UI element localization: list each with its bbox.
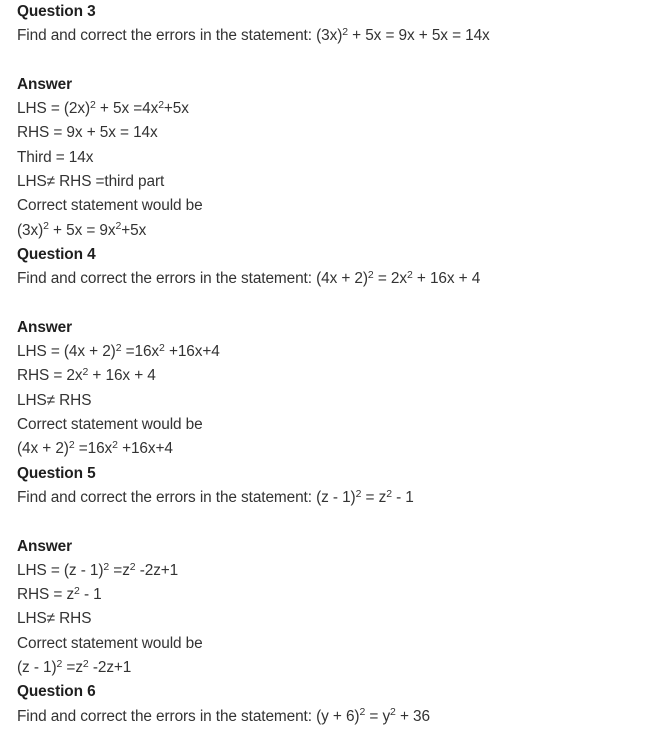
exponent: 2	[342, 27, 348, 39]
text-run: =4x	[129, 100, 159, 118]
exponent: 2	[74, 585, 80, 597]
exponent: 2	[115, 342, 122, 354]
text-run: +5x	[121, 221, 147, 239]
exponent: 2	[43, 221, 49, 233]
text-run: + 5	[82, 124, 109, 142]
text-run: (4	[17, 440, 31, 458]
text-run: + 2)	[84, 343, 116, 361]
text-run: + 5	[414, 27, 441, 45]
exponent: 2	[355, 488, 362, 500]
variable: x	[74, 124, 83, 142]
text-line	[17, 437, 637, 461]
question-heading: Question 3	[17, 3, 96, 20]
variable: x	[74, 367, 83, 385]
answer-heading: Answer	[17, 537, 72, 555]
text-run: LHS≠ RHS	[17, 610, 92, 628]
text-run: - 1)	[76, 561, 104, 579]
variable: x	[30, 440, 39, 458]
exponent: 2	[82, 367, 89, 379]
text-run: -2z+1	[88, 659, 132, 677]
text-run: +16x+4	[117, 440, 173, 458]
text-line	[17, 413, 637, 437]
exponent: 2	[158, 99, 164, 111]
variable: x	[373, 27, 382, 45]
text-run: - 1)	[328, 488, 356, 506]
text-run: )	[337, 27, 343, 45]
text-run: =	[365, 707, 383, 725]
blank-line	[17, 292, 637, 316]
variable: x	[30, 221, 39, 239]
exponent: 2	[56, 658, 63, 670]
variable: y	[321, 707, 329, 725]
text-run: + 2)	[38, 440, 69, 458]
text-line	[17, 340, 637, 364]
exponent: 2	[367, 270, 374, 282]
text-run: + 4	[130, 367, 156, 385]
text-run: -2z+1	[135, 561, 179, 579]
variable: x	[121, 100, 130, 118]
text-run: = 9	[381, 27, 407, 45]
text-run: =16x	[74, 440, 113, 458]
text-run: Find and correct the errors in the statement: (	[17, 707, 322, 725]
text-run: Correct statement would be	[17, 634, 203, 652]
text-line	[17, 607, 637, 631]
text-run: + 16x + 4	[412, 270, 481, 288]
text-run: =	[361, 488, 379, 506]
exponent: 2	[82, 658, 89, 670]
variable: x	[329, 27, 338, 45]
exponent: 2	[68, 440, 75, 452]
exponent: 2	[406, 270, 413, 282]
variable: x	[77, 100, 85, 118]
text-run: + 5	[48, 221, 75, 239]
variable: x	[440, 27, 448, 45]
variable: x	[108, 124, 116, 142]
text-run: RHS =	[17, 586, 67, 604]
text-line	[17, 632, 637, 656]
text-run: = 9x	[82, 221, 116, 239]
text-line	[17, 170, 637, 194]
text-run: =16x	[121, 343, 160, 361]
text-line	[17, 267, 637, 291]
text-run: - 1)	[29, 659, 57, 677]
variable: x	[122, 367, 131, 385]
text-run: LHS = (4	[17, 343, 78, 361]
text-run: - 1	[391, 488, 414, 506]
blank-line	[17, 49, 637, 73]
text-run: Third = 14x	[17, 148, 94, 166]
text-run: Find and correct the errors in the statement: (3	[17, 27, 330, 45]
text-run: LHS = (2	[17, 100, 78, 118]
text-run: LHS = (	[17, 561, 69, 579]
text-run: LHS≠ RHS	[17, 391, 92, 409]
exponent: 2	[359, 707, 366, 719]
text-line	[17, 364, 637, 388]
text-run: )	[38, 221, 44, 239]
text-line	[17, 389, 637, 413]
variable: x	[74, 221, 83, 239]
text-run: - 1	[79, 586, 102, 604]
variable: x	[329, 270, 338, 288]
variable: z	[321, 488, 329, 506]
variable: z	[66, 586, 75, 604]
exponent: 2	[159, 342, 165, 354]
text-line	[17, 219, 637, 243]
text-run: + 36	[395, 707, 430, 725]
blank-line	[17, 510, 637, 534]
exponent: 2	[90, 99, 96, 111]
question-heading: Question 4	[17, 245, 96, 263]
text-run: + 16	[88, 367, 123, 385]
variable: z	[378, 488, 387, 506]
text-run: (	[17, 659, 23, 677]
text-run: (3	[17, 221, 31, 239]
document-body	[17, 0, 637, 729]
text-run: Correct statement would be	[17, 416, 203, 434]
text-run: +16x+4	[164, 343, 220, 361]
text-run: Find and correct the errors in the statement: (4	[17, 270, 330, 288]
variable: y	[382, 707, 391, 725]
variable: x	[77, 343, 85, 361]
text-line	[17, 656, 637, 680]
text-run: =z	[62, 659, 83, 677]
text-line	[17, 97, 637, 121]
exponent: 2	[129, 561, 136, 573]
text-run: = 2	[373, 270, 400, 288]
question-heading: Question 6	[17, 683, 96, 701]
text-run: + 2)	[337, 270, 368, 288]
text-line	[17, 705, 637, 729]
text-line	[17, 486, 637, 510]
variable: x	[406, 27, 415, 45]
exponent: 2	[103, 561, 110, 573]
text-run: Correct statement would be	[17, 197, 203, 215]
text-run: + 6)	[328, 707, 360, 725]
text-line	[17, 194, 637, 218]
text-run: )	[84, 100, 91, 118]
text-run: =z	[109, 561, 130, 579]
text-run: LHS≠ RHS =third part	[17, 173, 165, 191]
exponent: 2	[386, 488, 392, 500]
text-run: + 5	[347, 27, 374, 45]
question-heading: Question 5	[17, 464, 96, 482]
text-run: +5x	[163, 100, 189, 118]
text-run: RHS = 9	[17, 124, 75, 142]
text-line	[17, 583, 637, 607]
text-run: = 14x	[115, 124, 158, 142]
text-line	[17, 146, 637, 170]
text-run: Find and correct the errors in the statement: (	[17, 488, 322, 506]
text-line	[17, 24, 637, 48]
text-line	[17, 121, 637, 145]
exponent: 2	[112, 440, 118, 452]
variable: z	[68, 561, 77, 579]
text-run: = 14x	[447, 27, 490, 45]
text-line	[17, 559, 637, 583]
answer-heading: Answer	[17, 318, 72, 336]
variable: x	[399, 270, 407, 288]
text-run: RHS = 2	[17, 367, 75, 385]
answer-heading: Answer	[17, 75, 72, 93]
variable: z	[22, 659, 30, 677]
exponent: 2	[390, 707, 396, 719]
exponent: 2	[115, 221, 122, 233]
text-run: + 5	[95, 100, 122, 118]
